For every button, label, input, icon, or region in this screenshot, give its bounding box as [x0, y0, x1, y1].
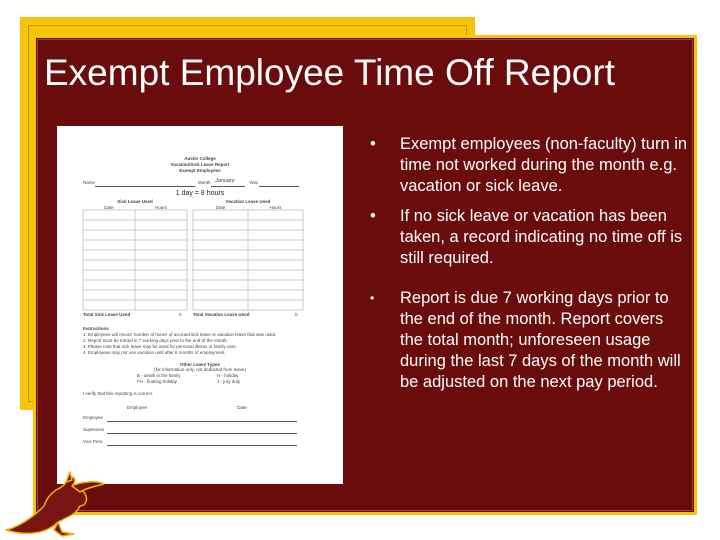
bullet-marker: •: [370, 207, 376, 225]
form-header-employees: Exempt Employees: [179, 168, 221, 173]
form-vac-col-date: Date: [215, 205, 226, 210]
bullet-text: Report is due 7 working days prior to the end of the month. Report covers the total month; unforeseen usage during the last 7 days of the month will be adjusted on the next pay period.: [400, 289, 681, 391]
form-header-report: Vacation/Sick Leave Report: [170, 162, 230, 167]
form-day-note: 1 day = 8 hours: [175, 190, 225, 197]
form-header-college: Austin College: [184, 156, 216, 161]
bullet-marker: •: [370, 291, 375, 305]
form-sick-col-date: Date: [104, 205, 114, 210]
form-date-label: Date: [237, 405, 247, 410]
form-sick-col-hours: Hours: [154, 205, 167, 210]
bullet-item: [370, 288, 690, 393]
form-sig-vp: Vice Pres.: [83, 439, 104, 444]
form-year-label: Year: [249, 180, 259, 185]
form-other-title: Other Leave Types: [180, 362, 220, 367]
form-instruction-1: 1. Employees will record 'number of hours' of accrued sick leave or vacation leave that was used.: [83, 332, 277, 337]
kangaroo-logo-icon: [0, 470, 115, 540]
form-total-sick-value: 0: [179, 312, 182, 317]
bullet-list: [370, 134, 690, 393]
form-total-vac-label: Total Vacation Leave Used: [193, 312, 250, 317]
form-sig-supervisor: Supervisor: [83, 427, 105, 432]
form-vac-col-hours: Hours: [269, 205, 282, 210]
slide-title: Exempt Employee Time Off Report: [44, 52, 615, 93]
form-sig-vp-line: [107, 445, 297, 446]
form-name-label: Name: [83, 180, 96, 185]
form-sick-title: Sick Leave Used: [117, 199, 153, 204]
form-instruction-2: 2. Report must be turned in 7 working days prior to the end of the month.: [83, 338, 228, 343]
form-sig-supervisor-line: [107, 433, 297, 434]
form-month-label: Month: [198, 180, 211, 185]
form-instruction-3: 3. Please note that sick leave may be used for personal illness or family care.: [83, 344, 237, 349]
form-thumbnail: [57, 126, 343, 484]
form-sig-employee: Employee: [83, 415, 104, 420]
bullet-item: [370, 134, 690, 197]
form-verify-text: I verify that this reporting is correct.: [83, 391, 154, 396]
form-vac-title: Vacation Leave Used: [225, 199, 271, 204]
form-total-sick-label: Total Sick Leave Used: [83, 312, 131, 317]
bullet-marker: •: [370, 135, 376, 153]
form-instructions-title: Instructions: [83, 326, 109, 331]
form-other-type-3: H - holiday: [217, 373, 239, 378]
form-sig-employee-line: [107, 421, 297, 422]
form-other-type-4: J - jury duty: [217, 379, 241, 384]
form-instruction-4: 4. Employees may not use vacation until after 6 months of employment.: [83, 350, 226, 355]
bullet-text: If no sick leave or vacation has been taken, a record indicating no time off is still required.: [400, 207, 683, 267]
form-total-vac-value: 0: [295, 312, 298, 317]
form-other-sub: (for information only, not deducted from leave): [154, 367, 246, 372]
form-other-type-2: FH - floating holiday: [137, 379, 178, 384]
bullet-item: [370, 206, 690, 269]
form-employee-label: Employee: [126, 405, 147, 410]
form-month-value: January: [215, 178, 235, 184]
bullet-text: Exempt employees (non-faculty) turn in time not worked during the month e.g. vacation or sick leave.: [400, 135, 688, 195]
form-other-type-1: B - death in the family: [137, 373, 181, 378]
